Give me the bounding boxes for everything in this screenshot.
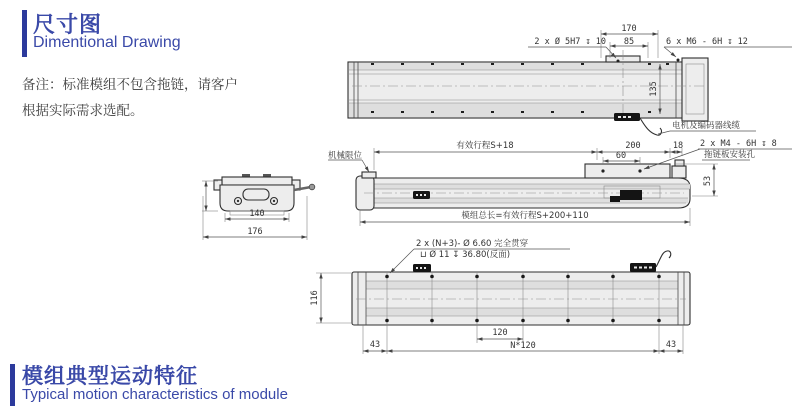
- callout-dowel-holes: 2 x Ø 5H7 ↧ 10: [534, 37, 606, 47]
- motor-cable: [640, 118, 661, 135]
- callout-m4-sub: 拖链板安装孔: [704, 150, 756, 160]
- dim-135: 135: [649, 81, 659, 97]
- dim-200: 200: [625, 141, 641, 151]
- dim-116: 116: [310, 290, 320, 306]
- page-title-zh: 尺寸图: [33, 12, 103, 37]
- dim-effective-stroke: 有效行程S+18: [456, 141, 514, 151]
- callout-m6-holes: 6 x M6 - 6H ↧ 12: [666, 37, 748, 47]
- note-line-2: 根据实际需求选配。: [22, 103, 144, 118]
- note-line-1: 备注：标准模组不包含拖链，请客户: [22, 77, 238, 92]
- callout-m4-holes: 2 x M4 - 6H ↧ 8: [700, 139, 777, 149]
- motor-label: [630, 263, 656, 272]
- dim-140: 140: [249, 209, 265, 219]
- mech-limit-label: 机械限位: [328, 151, 363, 161]
- cable-label: 电机及编码器线缆: [672, 121, 741, 131]
- dim-176: 176: [247, 227, 263, 237]
- cross-section-view: [202, 174, 315, 240]
- motor-cable: [656, 251, 671, 267]
- dim-53: 53: [703, 175, 713, 187]
- dim-60: 60: [615, 151, 627, 161]
- mech-stop-tab: [362, 172, 376, 178]
- dim-total-length: 模组总长=有效行程S+200+110: [461, 211, 589, 221]
- section-top-plate: [222, 177, 292, 185]
- nameplate-label: [614, 113, 640, 121]
- dim-18: 18: [672, 141, 684, 151]
- top-view: [348, 24, 792, 135]
- dim-120: 120: [492, 328, 508, 338]
- dim-43-left: 43: [369, 340, 381, 350]
- dim-85: 85: [623, 37, 635, 47]
- page-title-en: Dimentional Drawing: [33, 34, 181, 51]
- bottom-view-body: [352, 272, 690, 325]
- callout-through-holes-2: ⊔ Ø 11 ↧ 36.80(反面): [420, 250, 511, 260]
- dim-170: 170: [621, 24, 637, 34]
- dim-n120: N*120: [510, 341, 536, 351]
- dim-43-right: 43: [665, 340, 677, 350]
- bottom-view: [310, 238, 690, 354]
- side-view: [328, 139, 792, 226]
- drag-chain-plate: [585, 164, 670, 178]
- footer-title-zh: 模组典型运动特征: [22, 365, 198, 388]
- callout-through-holes-1: 2 x (N+3)- Ø 6.60 完全贯穿: [416, 239, 529, 249]
- footer-title-en: Typical motion characteristics of module: [22, 386, 288, 403]
